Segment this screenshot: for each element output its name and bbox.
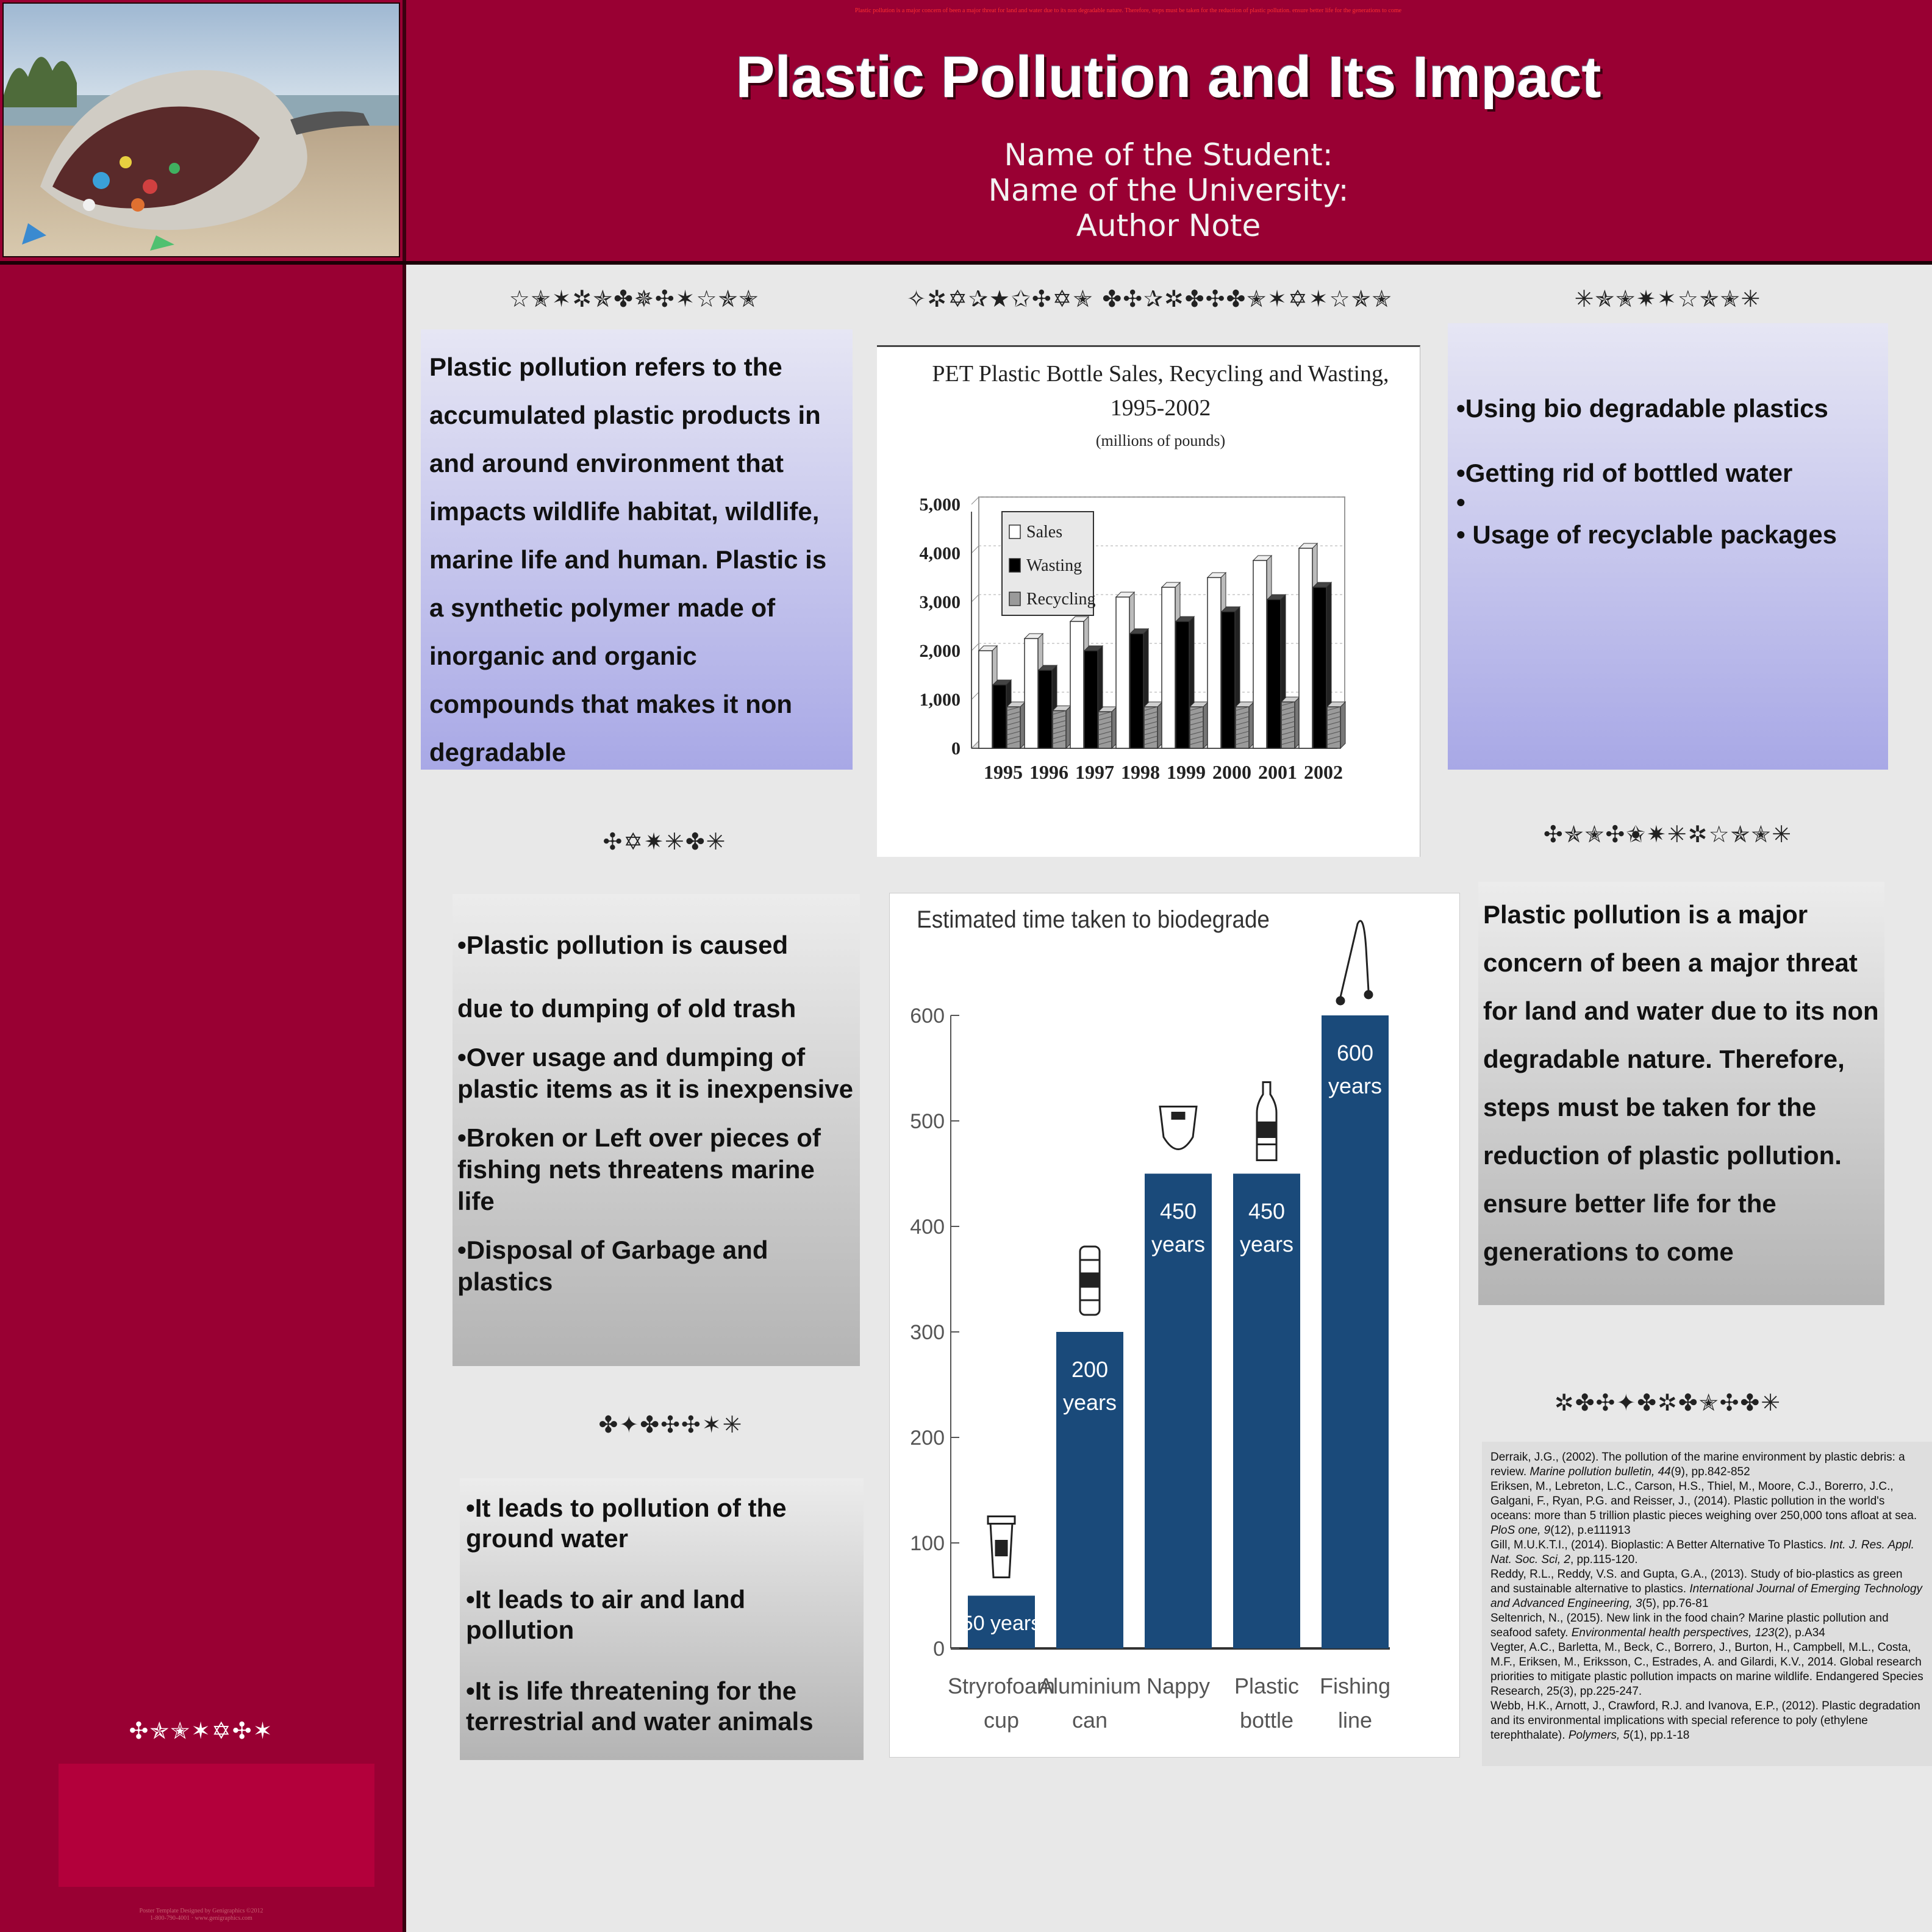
causes-heading: ✣✡✷✳✤✳ — [603, 828, 727, 855]
logo-placeholder — [59, 1764, 374, 1887]
bar-recycling — [1007, 707, 1020, 748]
poster-title: Plastic Pollution and Its Impact — [735, 45, 1601, 110]
x-tick-label: 1996 — [1029, 761, 1068, 783]
chart-subtitle: (millions of pounds) — [1095, 432, 1226, 449]
bar-value-label: 450 — [1159, 1198, 1197, 1224]
whale-plastic-photo — [2, 2, 400, 257]
y-tick-label: 5,000 — [919, 495, 961, 515]
bar-value-label: years — [1239, 1231, 1294, 1257]
introduction-heading: ☆✭✶✲✯✤✵✣✶☆✯✭ — [509, 285, 760, 312]
gridline — [971, 497, 979, 504]
bar-value-label: years — [1151, 1231, 1206, 1257]
biodegrade-chart — [889, 893, 1460, 1758]
bar-value-label: 450 — [1248, 1198, 1286, 1224]
effects-panel — [460, 1478, 864, 1760]
solutions-panel — [1448, 323, 1888, 770]
y-tick-label: 2,000 — [919, 641, 961, 661]
can-icon — [1080, 1247, 1100, 1315]
gridline — [971, 595, 979, 602]
x-tick-label: 2000 — [1212, 761, 1251, 783]
reference-item: Seltenrich, N., (2015). New link in the food chain? Marine plastic pollution and seafood safety. Environmental health perspectives, 123(2), p.A34 — [1490, 1612, 1889, 1639]
y-tick-label: 3,000 — [919, 592, 961, 612]
nappy-icon — [1160, 1107, 1197, 1150]
sidebar-divider — [402, 0, 406, 1932]
y-tick-label: 500 — [910, 1110, 945, 1133]
author-note: Author Note — [1076, 208, 1261, 243]
bar-wasting — [1313, 587, 1326, 748]
solution-item: •Using bio degradable plastics — [1456, 394, 1828, 423]
x-tick-label: 2001 — [1258, 761, 1297, 783]
reference-item: Vegter, A.C., Barletta, M., Beck, C., Borrero, J., Burton, H., Campbell, M.L., Costa, M.F., Eriksen, M., Eriksson, C., Estrades, A. and Gilardi, K.V., 2014. Global research priorities to mitigate plastic pollution impacts on marine wildlife. Endangered Species Research, 25(3), pp.225-247. — [1490, 1641, 1923, 1698]
conclusion-text: Plastic pollution is a major concern of been a major threat for land and water due to its non degradable nature. Therefore, steps must be taken for the reduction of plastic pollution. ensure better life for the generations to come — [1483, 900, 1879, 1266]
bar-wasting — [993, 685, 1006, 748]
bar-recycling — [1327, 707, 1340, 748]
bar-sales — [979, 651, 992, 748]
logo-heading: ✣✯✭✶✡✣✶ — [129, 1717, 274, 1744]
bar-recycling — [1236, 707, 1249, 748]
bar-sales — [1116, 597, 1129, 748]
x-tick-label: 1998 — [1121, 761, 1160, 783]
y-tick-label: 300 — [910, 1321, 945, 1344]
bar-wasting — [1222, 612, 1235, 748]
footer-line: 1-800-790-4001 · www.genigraphics.com — [150, 1915, 252, 1922]
chart-title: Estimated time taken to biodegrade — [917, 906, 1270, 934]
y-tick-label: 100 — [910, 1532, 945, 1555]
y-tick-label: 600 — [910, 1004, 945, 1028]
bar-value-label: years — [1062, 1390, 1117, 1415]
x-tick-label: Nappy — [1146, 1673, 1211, 1698]
legend-label: Wasting — [1026, 556, 1082, 575]
footer-line: Poster Template Designed by Genigraphics ©2012 — [139, 1908, 263, 1914]
pet-bottle-chart-svg — [877, 347, 1420, 857]
bottle-icon — [1257, 1082, 1276, 1161]
header-note: Plastic pollution is a major concern of been a major threat for land and water due to its non degradable nature. Therefore, steps must be taken for the reduction of plastic pollution. ensure better life for the generations to come — [854, 7, 1402, 14]
effect-item: •It leads to air and land pollution — [466, 1585, 746, 1644]
bar-wasting — [1267, 599, 1281, 748]
x-tick-label: 1997 — [1075, 761, 1114, 783]
nappy-tab — [1172, 1113, 1184, 1119]
causes-panel — [453, 894, 860, 1366]
solutions-heading: ✳✯✭✷✶☆✯✭✳ — [1574, 285, 1762, 312]
footer-note — [61, 1908, 342, 1922]
y-tick-label: 400 — [910, 1215, 945, 1239]
y-tick-label: 0 — [933, 1637, 945, 1661]
cause-item: •Plastic pollution is caused — [457, 931, 789, 959]
introduction-panel — [421, 329, 853, 770]
y-tick-label: 0 — [951, 739, 961, 759]
x-tick-label: bottle — [1239, 1708, 1294, 1733]
bar-wasting — [1039, 670, 1052, 748]
left-sidebar — [0, 263, 402, 1932]
legend-swatch — [1009, 592, 1020, 606]
x-tick-label: line — [1337, 1708, 1373, 1733]
bar-side — [1340, 702, 1345, 748]
bar — [1322, 1015, 1389, 1648]
bar-sales — [1070, 621, 1084, 748]
x-tick-label: Plastic — [1234, 1673, 1300, 1698]
x-tick-label: Stryrofoam — [947, 1673, 1056, 1698]
bar-recycling — [1190, 707, 1203, 748]
solution-item: • — [1456, 488, 1465, 517]
x-tick-label: can — [1072, 1708, 1108, 1733]
gridline — [971, 643, 979, 651]
conclusion-heading: ✣✯✭✣✬✷✳✲☆✯✭✳ — [1543, 821, 1793, 848]
cup-icon — [988, 1517, 1015, 1578]
bottle-label — [1257, 1123, 1276, 1137]
can-band — [1080, 1273, 1100, 1287]
x-tick-label: Aluminium — [1038, 1673, 1142, 1698]
reference-item: Reddy, R.L., Reddy, V.S. and Gupta, G.A., (2013). Study of bio-plastics as green and sustainable alternative to plastics. International Journal of Emerging Technology and Advanced Engineering, 3(5), pp.76-81 — [1490, 1568, 1923, 1610]
x-tick-label: 1995 — [984, 761, 1023, 783]
graph1-heading: ✧✲✡✰★✩✣✡✭ ✤✣✰✲✤✣✤✭✶✡✶☆✯✭ — [906, 285, 1393, 312]
bar-sales — [1025, 639, 1038, 748]
fishing-hook — [1365, 991, 1372, 998]
bar-sales — [1162, 587, 1175, 748]
reference-item: Gill, M.U.K.T.I., (2014). Bioplastic: A Better Alternative To Plastics. Int. J. Res. Appl. Nat. Soc. Sci, 2, pp.115-120. — [1490, 1539, 1914, 1566]
bar-wasting — [1084, 651, 1098, 748]
x-tick-label: cup — [983, 1708, 1020, 1733]
effect-item: •It is life threatening for the terrestrial and water animals — [466, 1676, 814, 1736]
solution-item: • Usage of recyclable packages — [1456, 520, 1837, 549]
cup-sleeve — [996, 1541, 1007, 1556]
bar-value-label: 200 — [1071, 1357, 1109, 1382]
bar-sales — [1253, 560, 1267, 748]
cause-item: •Disposal of Garbage and plastics — [457, 1236, 768, 1296]
references-panel — [1482, 1442, 1932, 1766]
fishing-line — [1340, 921, 1368, 997]
bar-wasting — [1130, 634, 1143, 748]
cause-item: •Broken or Left over pieces of fishing nets threatens marine life — [457, 1123, 821, 1215]
bar-value-label: years — [1328, 1073, 1383, 1098]
header-divider — [0, 261, 1932, 265]
fishing-line-icon — [1337, 921, 1372, 1004]
reference-item: Eriksen, M., Lebreton, L.C., Carson, H.S., Thiel, M., Moore, C.J., Borerro, J.C., Galgani, F., Ryan, P.G. and Reisser, J., (2014). Plastic pollution in the world's oceans: more than 5 trillion plastic pieces weighing over 250,000 tons afloat at sea. PloS one, 9(12), p.e111913 — [1490, 1480, 1917, 1537]
bar-sales — [1208, 578, 1221, 748]
bar-wasting — [1176, 621, 1189, 748]
legend-swatch — [1009, 559, 1020, 572]
bar-value-label: 50 years — [961, 1612, 1042, 1635]
fishing-weight — [1337, 997, 1344, 1004]
solution-item: •Getting rid of bottled water — [1456, 459, 1793, 487]
gridline — [971, 692, 979, 699]
conclusion-panel — [1478, 882, 1884, 1305]
gridline — [971, 546, 979, 553]
pet-bottle-chart — [877, 345, 1420, 857]
legend-swatch — [1009, 525, 1020, 538]
x-tick-label: Fishing — [1319, 1673, 1391, 1698]
legend-label: Sales — [1026, 523, 1063, 542]
biodegrade-chart-svg — [890, 893, 1459, 1757]
university-name: Name of the University: — [988, 173, 1349, 208]
bar-recycling — [1144, 707, 1157, 748]
chart-title: 1995-2002 — [1110, 395, 1211, 421]
cause-item: due to dumping of old trash — [457, 994, 796, 1023]
introduction-text: Plastic pollution refers to the accumulated plastic products in and around environment that impacts wildlife habitat, wildlife, marine life and human. Plastic is a synthetic polymer made of inorganic and organic compounds that makes it non degradable — [429, 352, 827, 767]
bar-value-label: 600 — [1336, 1040, 1374, 1065]
y-tick-label: 1,000 — [919, 690, 961, 710]
cause-item: •Over usage and dumping of plastic items as it is inexpensive — [457, 1043, 853, 1103]
x-tick-label: 2002 — [1304, 761, 1343, 783]
bottle-body — [1257, 1082, 1276, 1161]
reference-item: Webb, H.K., Arnott, J., Crawford, R.J. and Ivanova, E.P., (2012). Plastic degradation and its environmental implications with special reference to poly (ethylene terephthalate). Polymers, 5(1), pp.1-18 — [1490, 1700, 1920, 1742]
references-heading: ✲✤✣✦✤✲✤✭✣✤✳ — [1554, 1389, 1782, 1416]
effect-item: •It leads to pollution of the ground water — [466, 1494, 787, 1553]
y-tick-label: 200 — [910, 1426, 945, 1450]
student-name: Name of the Student: — [1004, 137, 1333, 173]
cup-lid — [988, 1517, 1015, 1524]
x-tick-label: 1999 — [1167, 761, 1206, 783]
chart-title: PET Plastic Bottle Sales, Recycling and Wasting, — [932, 361, 1389, 387]
legend-label: Recycling — [1026, 590, 1096, 609]
bar-sales — [1299, 548, 1312, 748]
reference-item: Derraik, J.G., (2002). The pollution of the marine environment by plastic debris: a review. Marine pollution bulletin, 44(9), pp.842-852 — [1490, 1451, 1905, 1478]
y-tick-label: 4,000 — [919, 543, 961, 564]
effects-heading: ✤✦✤✣✣✶✳ — [598, 1411, 743, 1438]
